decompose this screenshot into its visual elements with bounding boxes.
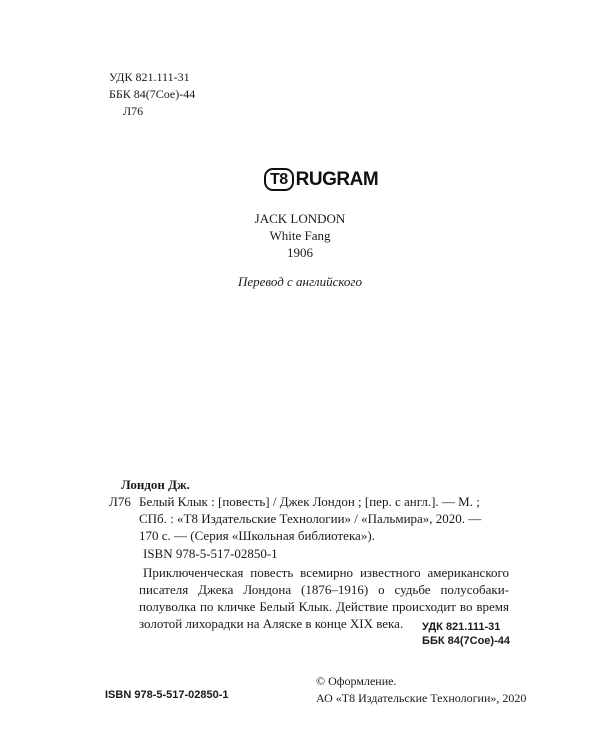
original-year: 1906 bbox=[287, 245, 313, 260]
right-udk-code: УДК 821.111-31 bbox=[422, 621, 501, 633]
bibliographic-entry bbox=[109, 476, 509, 632]
entry-isbn: ISBN 978-5-517-02850-1 bbox=[143, 546, 278, 561]
entry-author-heading: Лондон Дж. bbox=[121, 477, 190, 492]
right-classification-codes bbox=[422, 620, 510, 648]
entry-line-1: Белый Клык : [повесть] / Джек Лондон ; [пер. с англ.]. — М. ; bbox=[139, 494, 480, 509]
annotation-text: Приключенческая повесть всемирно известного американского писателя Джека Лондона (1876–1916) о судьбе полусобаки-полуволка по кличке Белый Клык. Действие происходит во время золотой лихорадки на Аляске в конце XIX века. bbox=[139, 565, 509, 631]
publisher-logo bbox=[264, 168, 378, 191]
logo-badge: T8 bbox=[264, 168, 294, 191]
logo-name: RUGRAM bbox=[295, 169, 379, 190]
entry-line-2: СПб. : «Т8 Издательские Технологии» / «Пальмира», 2020. — bbox=[139, 511, 482, 526]
bottom-isbn: ISBN 978-5-517-02850-1 bbox=[105, 689, 229, 701]
original-title-block bbox=[0, 210, 600, 261]
copyright-notice bbox=[316, 673, 526, 707]
bbk-code: ББК 84(7Сое)-44 bbox=[109, 87, 196, 101]
original-author: JACK LONDON bbox=[254, 211, 346, 226]
right-bbk-code: ББК 84(7Сое)-44 bbox=[422, 635, 510, 647]
entry-author-mark: Л76 bbox=[109, 494, 131, 509]
original-title: White Fang bbox=[269, 228, 331, 243]
translation-note: Перевод с английского bbox=[237, 274, 363, 289]
entry-first-row bbox=[109, 493, 509, 510]
entry-line-3: 170 с. — (Серия «Школьная библиотека»). bbox=[139, 528, 375, 543]
copyright-line-1: © Оформление. bbox=[316, 674, 397, 688]
classification-codes bbox=[109, 69, 195, 120]
udk-code: УДК 821.111-31 bbox=[109, 70, 190, 84]
author-mark: Л76 bbox=[123, 104, 144, 118]
copyright-line-2: АО «Т8 Издательские Технологии», 2020 bbox=[316, 691, 527, 705]
